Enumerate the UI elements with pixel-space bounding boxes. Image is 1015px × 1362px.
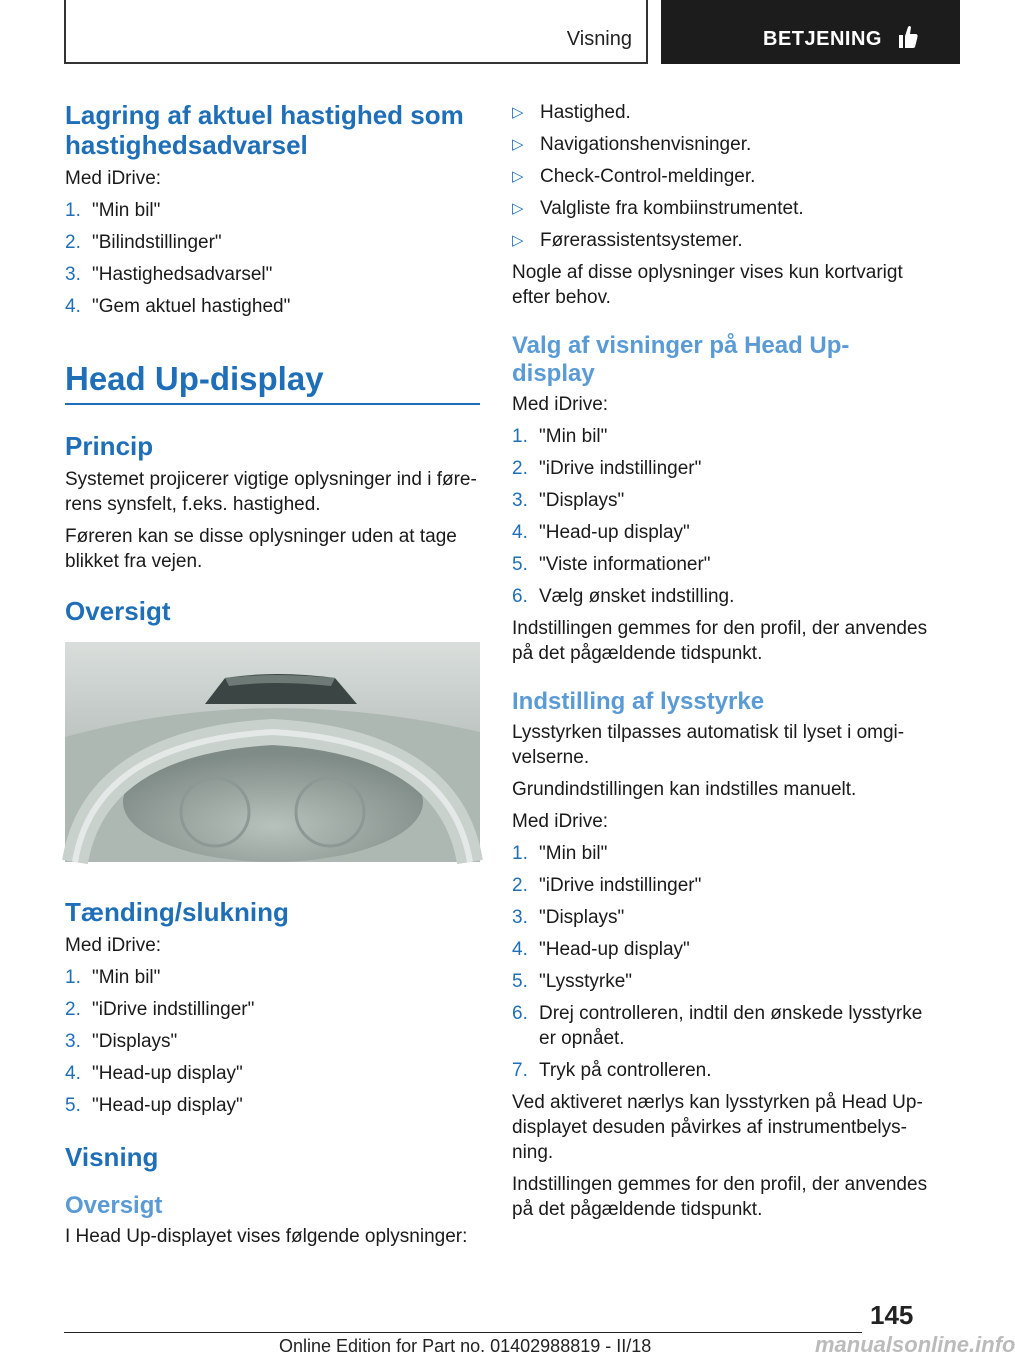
- brightness-note-1: Ved aktiveret nærlys kan lysstyrken på Head Up-displayet desuden påvirkes af instrumentbelysning.: [512, 1092, 923, 1163]
- page-number: 145: [870, 1300, 914, 1330]
- select-views-note: Indstillingen gemmes for den profil, der anvendes på det pågældende tidspunkt.: [512, 618, 928, 664]
- principle-paragraph-2: Føreren kan se disse oplysninger uden at tage blikket fra vejen.: [65, 526, 457, 572]
- list-item: 4. "Head-up display": [512, 522, 690, 543]
- list-item: 6. Drej controlleren, indtil den ønskede lysstyrke er opnået.: [512, 1003, 923, 1049]
- list-item: 1. "Min bil": [65, 967, 161, 988]
- brightness-note-2: Indstillingen gemmes for den profil, der anvendes på det pågældende tidspunkt.: [512, 1174, 928, 1220]
- list-item: 3. "Displays": [65, 1031, 178, 1052]
- list-item: 3. "Displays": [512, 490, 625, 511]
- list-item: 5. "Lysstyrke": [512, 971, 633, 992]
- footer-edition: Online Edition for Part no. 01402988819 - II/18: [279, 1336, 652, 1356]
- principle-heading: Princip: [65, 431, 154, 461]
- list-item: ▷ Hastighed.: [512, 102, 631, 123]
- brightness-heading: Indstilling af lysstyrke: [512, 688, 765, 715]
- display-heading: Visning: [65, 1142, 159, 1172]
- left-column: [65, 100, 480, 1256]
- watermark-logo: manualsonline.info: [815, 1332, 1015, 1357]
- list-item: 2. "iDrive indstillinger": [512, 458, 702, 479]
- list-item: 2. "iDrive indstillinger": [512, 875, 702, 896]
- list-item: 3. "Hastighedsadvarsel": [65, 264, 273, 285]
- right-column: [512, 100, 932, 1229]
- header-section-box: [64, 0, 648, 64]
- header-chapter-title: BETJENING: [763, 28, 882, 50]
- header-chapter-box: [661, 0, 960, 64]
- list-item: 4. "Head-up display": [65, 1063, 243, 1084]
- list-item: 1. "Min bil": [512, 426, 608, 447]
- list-item: 2. "iDrive indstillinger": [65, 999, 255, 1020]
- overview-heading: Oversigt: [65, 596, 171, 626]
- chapter-title: Head Up-display: [65, 359, 480, 405]
- display-overview-heading: Oversigt: [65, 1192, 163, 1219]
- on-off-intro: Med iDrive:: [65, 935, 162, 956]
- list-item: ▷ Check-Control-meldinger.: [512, 166, 756, 187]
- pointing-hand-icon: [897, 24, 919, 50]
- brightness-paragraph-1: Lysstyrken tilpasses automatisk til lyset i omgivelserne.: [512, 722, 905, 768]
- list-item: 1. "Min bil": [65, 200, 161, 221]
- store-speed-intro: Med iDrive:: [65, 168, 162, 189]
- on-off-steps: [65, 965, 480, 1118]
- store-speed-heading: Lagring af aktuel hastighed som hastighedsadvarsel: [65, 100, 464, 160]
- list-item: 5. "Viste informationer": [512, 554, 711, 575]
- list-item: ▷ Navigationshenvisninger.: [512, 134, 752, 155]
- list-item: 7. Tryk på controlleren.: [512, 1060, 712, 1081]
- list-item: 5. "Head-up display": [65, 1095, 243, 1116]
- list-item: ▷ Førerassistentsystemer.: [512, 230, 743, 251]
- list-item: 3. "Displays": [512, 907, 625, 928]
- list-item: 4. "Head-up display": [512, 939, 690, 960]
- head-up-display-illustration: [65, 642, 480, 862]
- store-speed-steps: [65, 198, 480, 319]
- display-intro: I Head Up-displayet vises følgende oplysninger:: [65, 1226, 468, 1247]
- select-views-heading: Valg af visninger på Head Up-display: [512, 332, 850, 387]
- brightness-steps: [512, 841, 932, 1083]
- brightness-intro: Med iDrive:: [512, 811, 609, 832]
- select-views-intro: Med iDrive:: [512, 394, 609, 415]
- list-item: ▷ Valgliste fra kombiinstrumentet.: [512, 198, 804, 219]
- principle-paragraph-1: Systemet projicerer vigtige oplysninger ind i førerens synsfelt, f.eks. hastighed.: [65, 469, 477, 515]
- list-item: 2. "Bilindstillinger": [65, 232, 222, 253]
- list-item: 1. "Min bil": [512, 843, 608, 864]
- header-section-title: Visning: [566, 28, 632, 50]
- footer-divider: [64, 1332, 862, 1333]
- display-info-list: [512, 100, 932, 253]
- on-off-heading: Tænding/slukning: [65, 897, 289, 927]
- select-views-steps: [512, 424, 932, 609]
- list-item: 6. Vælg ønsket indstilling.: [512, 586, 735, 607]
- display-info-note: Nogle af disse oplysninger vises kun kortvarigt efter behov.: [512, 262, 903, 308]
- brightness-paragraph-2: Grundindstillingen kan indstilles manuelt.: [512, 779, 857, 800]
- list-item: 4. "Gem aktuel hastighed": [65, 296, 291, 317]
